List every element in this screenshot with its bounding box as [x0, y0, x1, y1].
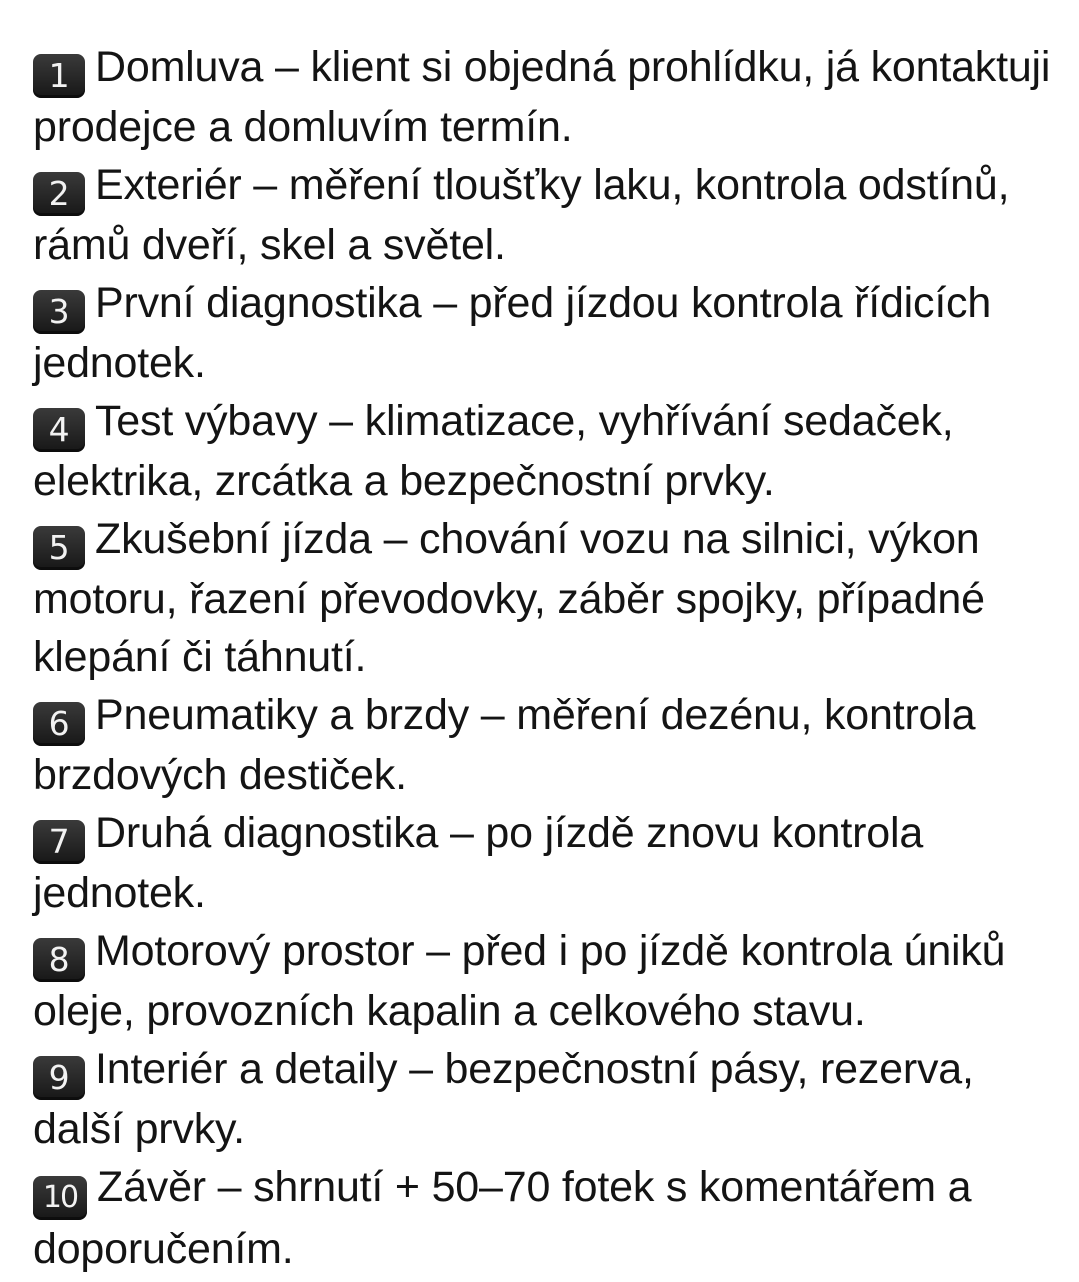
step-text: Zkušební jízda – chování vozu na silnici, výkon motoru, řazení převodovky, záběr spojky, případné klepání či táhnutí.	[33, 515, 985, 681]
keycap-number-icon: 10	[33, 1176, 87, 1220]
step-text: Domluva – klient si objedná prohlídku, já kontaktuji prodejce a domluvím termín.	[33, 43, 1051, 151]
list-item	[33, 38, 1063, 156]
list-item	[33, 1040, 1063, 1158]
list-item	[33, 156, 1063, 274]
step-text: Pneumatiky a brzdy – měření dezénu, kontrola brzdových destiček.	[33, 691, 976, 799]
keycap-number-icon: 3	[33, 290, 85, 334]
list-item	[33, 922, 1063, 1040]
step-text: Závěr – shrnutí + 50–70 fotek s komentářem a doporučením.	[33, 1163, 972, 1273]
step-text: Motorový prostor – před i po jízdě kontrola úniků oleje, provozních kapalin a celkového stavu.	[33, 927, 1006, 1035]
keycap-number-icon: 7	[33, 820, 85, 864]
list-item	[33, 686, 1063, 804]
keycap-number-icon: 2	[33, 172, 85, 216]
keycap-number-icon: 4	[33, 408, 85, 452]
step-text: Exteriér – měření tloušťky laku, kontrola odstínů, rámů dveří, skel a světel.	[33, 161, 1010, 269]
step-text: Druhá diagnostika – po jízdě znovu kontrola jednotek.	[33, 809, 924, 917]
step-text: Interiér a detaily – bezpečnostní pásy, rezerva, další prvky.	[33, 1045, 974, 1153]
keycap-number-icon: 6	[33, 702, 85, 746]
keycap-number-icon: 9	[33, 1056, 85, 1100]
keycap-number-icon: 8	[33, 938, 85, 982]
list-item	[33, 1158, 1063, 1278]
list-item	[33, 804, 1063, 922]
keycap-number-icon: 5	[33, 526, 85, 570]
step-text: Test výbavy – klimatizace, vyhřívání sedaček, elektrika, zrcátka a bezpečnostní prvky.	[33, 397, 954, 505]
list-item	[33, 392, 1063, 510]
step-text: První diagnostika – před jízdou kontrola řídicích jednotek.	[33, 279, 992, 387]
list-item	[33, 510, 1063, 686]
inspection-steps-list	[33, 38, 1063, 1278]
keycap-number-icon: 1	[33, 54, 85, 98]
list-item	[33, 274, 1063, 392]
